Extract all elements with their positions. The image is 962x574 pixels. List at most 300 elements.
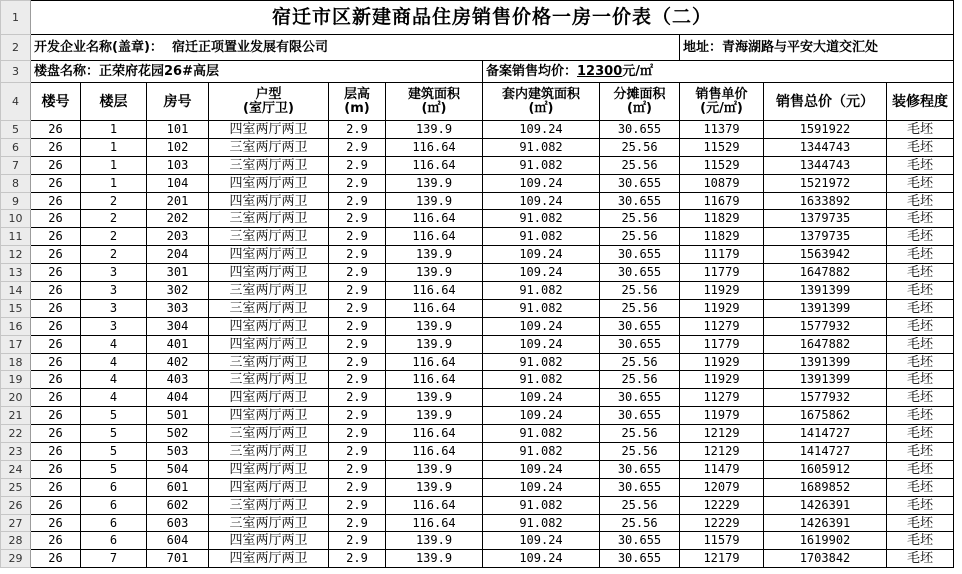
cell-floor[interactable]: 1: [81, 121, 147, 139]
cell-net-area[interactable]: 109.24: [483, 460, 600, 478]
cell-shared-area[interactable]: 30.655: [600, 389, 680, 407]
cell-shared-area[interactable]: 30.655: [600, 317, 680, 335]
row-number[interactable]: 10: [1, 210, 31, 228]
cell-layout[interactable]: 四室两厅两卫: [209, 407, 329, 425]
cell-shared-area[interactable]: 30.655: [600, 532, 680, 550]
cell-shared-area[interactable]: 25.56: [600, 282, 680, 300]
cell-total-price[interactable]: 1647882: [764, 264, 887, 282]
header-shared-area[interactable]: [600, 83, 680, 121]
row-number[interactable]: 29: [1, 550, 31, 568]
cell-net-area[interactable]: 109.24: [483, 121, 600, 139]
cell-gross-area[interactable]: 139.9: [386, 389, 483, 407]
cell-room[interactable]: 303: [147, 299, 209, 317]
cell-shared-area[interactable]: 30.655: [600, 121, 680, 139]
cell-height[interactable]: 2.9: [329, 407, 386, 425]
cell-floor[interactable]: 1: [81, 138, 147, 156]
row-number[interactable]: 18: [1, 353, 31, 371]
cell-height[interactable]: 2.9: [329, 156, 386, 174]
cell-total-price[interactable]: 1675862: [764, 407, 887, 425]
cell-height[interactable]: 2.9: [329, 371, 386, 389]
row-number[interactable]: 23: [1, 443, 31, 461]
cell-decoration[interactable]: 毛坯: [887, 478, 954, 496]
cell-total-price[interactable]: 1703842: [764, 550, 887, 568]
cell-net-area[interactable]: 91.082: [483, 353, 600, 371]
cell-net-area[interactable]: 109.24: [483, 317, 600, 335]
cell-net-area[interactable]: 109.24: [483, 174, 600, 192]
cell-shared-area[interactable]: 30.655: [600, 478, 680, 496]
cell-gross-area[interactable]: 139.9: [386, 550, 483, 568]
header-decoration[interactable]: [887, 83, 954, 121]
cell-unit-price[interactable]: 12079: [680, 478, 764, 496]
cell-unit-price[interactable]: 11179: [680, 246, 764, 264]
cell-layout[interactable]: 四室两厅两卫: [209, 532, 329, 550]
cell-unit-price[interactable]: 11529: [680, 138, 764, 156]
cell-net-area[interactable]: 109.24: [483, 550, 600, 568]
cell-building[interactable]: 26: [31, 371, 81, 389]
cell-total-price[interactable]: 1426391: [764, 514, 887, 532]
cell-total-price[interactable]: 1391399: [764, 353, 887, 371]
cell-decoration[interactable]: 毛坯: [887, 460, 954, 478]
cell-building[interactable]: 26: [31, 192, 81, 210]
cell-shared-area[interactable]: 25.56: [600, 210, 680, 228]
cell-unit-price[interactable]: 11279: [680, 389, 764, 407]
cell-layout[interactable]: 四室两厅两卫: [209, 478, 329, 496]
row-number[interactable]: 27: [1, 514, 31, 532]
cell-floor[interactable]: 4: [81, 389, 147, 407]
cell-decoration[interactable]: 毛坯: [887, 138, 954, 156]
cell-building[interactable]: 26: [31, 460, 81, 478]
cell-room[interactable]: 304: [147, 317, 209, 335]
cell-room[interactable]: 101: [147, 121, 209, 139]
cell-decoration[interactable]: 毛坯: [887, 425, 954, 443]
cell-unit-price[interactable]: 11679: [680, 192, 764, 210]
row-number[interactable]: 15: [1, 299, 31, 317]
cell-room[interactable]: 502: [147, 425, 209, 443]
header-total-price[interactable]: [764, 83, 887, 121]
cell-building[interactable]: 26: [31, 389, 81, 407]
cell-decoration[interactable]: 毛坯: [887, 264, 954, 282]
cell-net-area[interactable]: 91.082: [483, 228, 600, 246]
cell-total-price[interactable]: 1414727: [764, 425, 887, 443]
cell-decoration[interactable]: 毛坯: [887, 371, 954, 389]
row-number[interactable]: 6: [1, 138, 31, 156]
cell-height[interactable]: 2.9: [329, 317, 386, 335]
cell-total-price[interactable]: 1577932: [764, 317, 887, 335]
cell-building[interactable]: 26: [31, 478, 81, 496]
cell-gross-area[interactable]: 139.9: [386, 174, 483, 192]
cell-gross-area[interactable]: 116.64: [386, 443, 483, 461]
cell-gross-area[interactable]: 139.9: [386, 478, 483, 496]
cell-floor[interactable]: 3: [81, 282, 147, 300]
cell-height[interactable]: 2.9: [329, 389, 386, 407]
cell-height[interactable]: 2.9: [329, 478, 386, 496]
cell-height[interactable]: 2.9: [329, 496, 386, 514]
cell-net-area[interactable]: 109.24: [483, 389, 600, 407]
row-number[interactable]: 19: [1, 371, 31, 389]
cell-room[interactable]: 602: [147, 496, 209, 514]
cell-height[interactable]: 2.9: [329, 246, 386, 264]
cell-height[interactable]: 2.9: [329, 514, 386, 532]
cell-room[interactable]: 501: [147, 407, 209, 425]
row-number[interactable]: 14: [1, 282, 31, 300]
cell-unit-price[interactable]: 11579: [680, 532, 764, 550]
cell-decoration[interactable]: 毛坯: [887, 228, 954, 246]
cell-height[interactable]: 2.9: [329, 550, 386, 568]
header-gross-area[interactable]: [386, 83, 483, 121]
cell-height[interactable]: 2.9: [329, 335, 386, 353]
cell-decoration[interactable]: 毛坯: [887, 299, 954, 317]
row-number[interactable]: 20: [1, 389, 31, 407]
cell-unit-price[interactable]: 11379: [680, 121, 764, 139]
cell-layout[interactable]: 四室两厅两卫: [209, 246, 329, 264]
cell-gross-area[interactable]: 139.9: [386, 317, 483, 335]
cell-room[interactable]: 204: [147, 246, 209, 264]
cell-floor[interactable]: 1: [81, 156, 147, 174]
cell-total-price[interactable]: 1521972: [764, 174, 887, 192]
header-net-area[interactable]: [483, 83, 600, 121]
cell-room[interactable]: 203: [147, 228, 209, 246]
row-number[interactable]: 1: [1, 1, 31, 35]
cell-building[interactable]: 26: [31, 210, 81, 228]
cell-gross-area[interactable]: 116.64: [386, 496, 483, 514]
cell-floor[interactable]: 5: [81, 425, 147, 443]
cell-net-area[interactable]: 91.082: [483, 514, 600, 532]
cell-building[interactable]: 26: [31, 228, 81, 246]
cell-net-area[interactable]: 109.24: [483, 532, 600, 550]
cell-unit-price[interactable]: 12129: [680, 443, 764, 461]
cell-decoration[interactable]: 毛坯: [887, 282, 954, 300]
cell-shared-area[interactable]: 25.56: [600, 371, 680, 389]
cell-net-area[interactable]: 91.082: [483, 371, 600, 389]
cell-room[interactable]: 603: [147, 514, 209, 532]
cell-net-area[interactable]: 91.082: [483, 496, 600, 514]
cell-room[interactable]: 604: [147, 532, 209, 550]
cell-layout[interactable]: 三室两厅两卫: [209, 156, 329, 174]
cell-gross-area[interactable]: 116.64: [386, 425, 483, 443]
cell-building[interactable]: 26: [31, 443, 81, 461]
header-room[interactable]: [147, 83, 209, 121]
cell-building[interactable]: 26: [31, 264, 81, 282]
cell-unit-price[interactable]: 12129: [680, 425, 764, 443]
cell-layout[interactable]: 三室两厅两卫: [209, 228, 329, 246]
cell-unit-price[interactable]: 10879: [680, 174, 764, 192]
cell-decoration[interactable]: 毛坯: [887, 121, 954, 139]
cell-unit-price[interactable]: 11779: [680, 264, 764, 282]
cell-room[interactable]: 504: [147, 460, 209, 478]
header-height[interactable]: [329, 83, 386, 121]
row-number[interactable]: 24: [1, 460, 31, 478]
cell-layout[interactable]: 四室两厅两卫: [209, 335, 329, 353]
cell-decoration[interactable]: 毛坯: [887, 317, 954, 335]
row-number[interactable]: 5: [1, 121, 31, 139]
row-number[interactable]: 7: [1, 156, 31, 174]
cell-floor[interactable]: 2: [81, 192, 147, 210]
cell-floor[interactable]: 5: [81, 407, 147, 425]
cell-net-area[interactable]: 91.082: [483, 299, 600, 317]
cell-layout[interactable]: 三室两厅两卫: [209, 496, 329, 514]
cell-net-area[interactable]: 91.082: [483, 443, 600, 461]
cell-net-area[interactable]: 109.24: [483, 335, 600, 353]
cell-gross-area[interactable]: 139.9: [386, 335, 483, 353]
cell-layout[interactable]: 四室两厅两卫: [209, 264, 329, 282]
cell-layout[interactable]: 三室两厅两卫: [209, 138, 329, 156]
cell-total-price[interactable]: 1689852: [764, 478, 887, 496]
cell-building[interactable]: 26: [31, 138, 81, 156]
cell-unit-price[interactable]: 11779: [680, 335, 764, 353]
row-number[interactable]: 3: [1, 61, 31, 83]
cell-floor[interactable]: 2: [81, 210, 147, 228]
cell-unit-price[interactable]: 12229: [680, 496, 764, 514]
cell-layout[interactable]: 三室两厅两卫: [209, 443, 329, 461]
cell-floor[interactable]: 7: [81, 550, 147, 568]
cell-net-area[interactable]: 109.24: [483, 246, 600, 264]
cell-gross-area[interactable]: 116.64: [386, 156, 483, 174]
row-number[interactable]: 16: [1, 317, 31, 335]
cell-unit-price[interactable]: 11829: [680, 210, 764, 228]
cell-shared-area[interactable]: 25.56: [600, 228, 680, 246]
cell-shared-area[interactable]: 30.655: [600, 174, 680, 192]
cell-gross-area[interactable]: 139.9: [386, 121, 483, 139]
cell-net-area[interactable]: 91.082: [483, 282, 600, 300]
row-number[interactable]: 17: [1, 335, 31, 353]
cell-gross-area[interactable]: 139.9: [386, 460, 483, 478]
cell-layout[interactable]: 三室两厅两卫: [209, 210, 329, 228]
cell-gross-area[interactable]: 139.9: [386, 192, 483, 210]
cell-gross-area[interactable]: 116.64: [386, 210, 483, 228]
cell-shared-area[interactable]: 25.56: [600, 514, 680, 532]
row-number[interactable]: 22: [1, 425, 31, 443]
cell-shared-area[interactable]: 30.655: [600, 246, 680, 264]
cell-height[interactable]: 2.9: [329, 443, 386, 461]
cell-unit-price[interactable]: 11929: [680, 353, 764, 371]
cell-floor[interactable]: 2: [81, 228, 147, 246]
cell-room[interactable]: 102: [147, 138, 209, 156]
cell-room[interactable]: 401: [147, 335, 209, 353]
cell-decoration[interactable]: 毛坯: [887, 353, 954, 371]
cell-shared-area[interactable]: 25.56: [600, 156, 680, 174]
cell-unit-price[interactable]: 11929: [680, 282, 764, 300]
cell-net-area[interactable]: 109.24: [483, 407, 600, 425]
cell-decoration[interactable]: 毛坯: [887, 174, 954, 192]
cell-total-price[interactable]: 1633892: [764, 192, 887, 210]
cell-shared-area[interactable]: 30.655: [600, 550, 680, 568]
row-number[interactable]: 2: [1, 35, 31, 61]
cell-unit-price[interactable]: 11279: [680, 317, 764, 335]
cell-room[interactable]: 301: [147, 264, 209, 282]
cell-total-price[interactable]: 1591922: [764, 121, 887, 139]
cell-building[interactable]: 26: [31, 174, 81, 192]
cell-decoration[interactable]: 毛坯: [887, 246, 954, 264]
cell-floor[interactable]: 6: [81, 478, 147, 496]
row-number[interactable]: 4: [1, 83, 31, 121]
cell-room[interactable]: 103: [147, 156, 209, 174]
cell-floor[interactable]: 3: [81, 299, 147, 317]
cell-net-area[interactable]: 109.24: [483, 192, 600, 210]
cell-decoration[interactable]: 毛坯: [887, 514, 954, 532]
address-cell[interactable]: 地址：青海湖路与平安大道交汇处: [680, 35, 954, 61]
cell-total-price[interactable]: 1563942: [764, 246, 887, 264]
cell-height[interactable]: 2.9: [329, 121, 386, 139]
cell-gross-area[interactable]: 139.9: [386, 407, 483, 425]
cell-unit-price[interactable]: 12179: [680, 550, 764, 568]
cell-floor[interactable]: 1: [81, 174, 147, 192]
cell-decoration[interactable]: 毛坯: [887, 156, 954, 174]
cell-unit-price[interactable]: 11829: [680, 228, 764, 246]
cell-unit-price[interactable]: 12229: [680, 514, 764, 532]
cell-unit-price[interactable]: 11929: [680, 371, 764, 389]
cell-building[interactable]: 26: [31, 282, 81, 300]
cell-net-area[interactable]: 109.24: [483, 264, 600, 282]
cell-decoration[interactable]: 毛坯: [887, 550, 954, 568]
cell-height[interactable]: 2.9: [329, 425, 386, 443]
cell-unit-price[interactable]: 11979: [680, 407, 764, 425]
cell-total-price[interactable]: 1647882: [764, 335, 887, 353]
cell-building[interactable]: 26: [31, 496, 81, 514]
cell-gross-area[interactable]: 116.64: [386, 138, 483, 156]
cell-shared-area[interactable]: 25.56: [600, 138, 680, 156]
cell-height[interactable]: 2.9: [329, 460, 386, 478]
cell-layout[interactable]: 三室两厅两卫: [209, 371, 329, 389]
sheet-title[interactable]: 宿迁市区新建商品住房销售价格一房一价表（二）: [31, 1, 954, 35]
cell-layout[interactable]: 四室两厅两卫: [209, 389, 329, 407]
cell-shared-area[interactable]: 25.56: [600, 299, 680, 317]
cell-floor[interactable]: 2: [81, 246, 147, 264]
cell-shared-area[interactable]: 30.655: [600, 460, 680, 478]
row-number[interactable]: 12: [1, 246, 31, 264]
cell-floor[interactable]: 5: [81, 443, 147, 461]
cell-net-area[interactable]: 91.082: [483, 156, 600, 174]
cell-net-area[interactable]: 109.24: [483, 478, 600, 496]
cell-total-price[interactable]: 1344743: [764, 138, 887, 156]
cell-building[interactable]: 26: [31, 299, 81, 317]
cell-decoration[interactable]: 毛坯: [887, 335, 954, 353]
cell-layout[interactable]: 四室两厅两卫: [209, 460, 329, 478]
cell-layout[interactable]: 三室两厅两卫: [209, 353, 329, 371]
cell-shared-area[interactable]: 25.56: [600, 425, 680, 443]
cell-shared-area[interactable]: 25.56: [600, 353, 680, 371]
cell-room[interactable]: 201: [147, 192, 209, 210]
cell-decoration[interactable]: 毛坯: [887, 496, 954, 514]
cell-floor[interactable]: 6: [81, 514, 147, 532]
cell-floor[interactable]: 5: [81, 460, 147, 478]
cell-total-price[interactable]: 1344743: [764, 156, 887, 174]
cell-net-area[interactable]: 91.082: [483, 210, 600, 228]
cell-gross-area[interactable]: 139.9: [386, 246, 483, 264]
cell-room[interactable]: 104: [147, 174, 209, 192]
cell-gross-area[interactable]: 116.64: [386, 282, 483, 300]
cell-height[interactable]: 2.9: [329, 210, 386, 228]
cell-gross-area[interactable]: 116.64: [386, 228, 483, 246]
cell-layout[interactable]: 四室两厅两卫: [209, 121, 329, 139]
cell-decoration[interactable]: 毛坯: [887, 443, 954, 461]
cell-floor[interactable]: 4: [81, 353, 147, 371]
row-number[interactable]: 26: [1, 496, 31, 514]
cell-building[interactable]: 26: [31, 550, 81, 568]
row-number[interactable]: 21: [1, 407, 31, 425]
cell-total-price[interactable]: 1391399: [764, 299, 887, 317]
cell-total-price[interactable]: 1379735: [764, 228, 887, 246]
row-number[interactable]: 11: [1, 228, 31, 246]
cell-total-price[interactable]: 1619902: [764, 532, 887, 550]
cell-height[interactable]: 2.9: [329, 264, 386, 282]
cell-decoration[interactable]: 毛坯: [887, 389, 954, 407]
cell-height[interactable]: 2.9: [329, 532, 386, 550]
header-building[interactable]: [31, 83, 81, 121]
header-floor[interactable]: [81, 83, 147, 121]
avg-price-cell[interactable]: [483, 61, 954, 83]
cell-floor[interactable]: 6: [81, 496, 147, 514]
cell-height[interactable]: 2.9: [329, 228, 386, 246]
project-cell[interactable]: 楼盘名称：正荣府花园26#高层: [31, 61, 483, 83]
cell-gross-area[interactable]: 116.64: [386, 353, 483, 371]
cell-height[interactable]: 2.9: [329, 192, 386, 210]
cell-layout[interactable]: 三室两厅两卫: [209, 299, 329, 317]
cell-decoration[interactable]: 毛坯: [887, 210, 954, 228]
cell-gross-area[interactable]: 139.9: [386, 532, 483, 550]
cell-decoration[interactable]: 毛坯: [887, 532, 954, 550]
cell-layout[interactable]: 四室两厅两卫: [209, 192, 329, 210]
row-number[interactable]: 28: [1, 532, 31, 550]
cell-height[interactable]: 2.9: [329, 353, 386, 371]
cell-gross-area[interactable]: 116.64: [386, 514, 483, 532]
cell-shared-area[interactable]: 25.56: [600, 443, 680, 461]
cell-shared-area[interactable]: 25.56: [600, 496, 680, 514]
cell-room[interactable]: 404: [147, 389, 209, 407]
header-layout[interactable]: [209, 83, 329, 121]
cell-building[interactable]: 26: [31, 532, 81, 550]
row-number[interactable]: 8: [1, 174, 31, 192]
developer-cell[interactable]: [31, 35, 680, 61]
cell-total-price[interactable]: 1577932: [764, 389, 887, 407]
cell-height[interactable]: 2.9: [329, 138, 386, 156]
cell-room[interactable]: 701: [147, 550, 209, 568]
cell-layout[interactable]: 三室两厅两卫: [209, 282, 329, 300]
cell-floor[interactable]: 3: [81, 264, 147, 282]
row-number[interactable]: 9: [1, 192, 31, 210]
cell-shared-area[interactable]: 30.655: [600, 335, 680, 353]
cell-floor[interactable]: 4: [81, 371, 147, 389]
cell-room[interactable]: 503: [147, 443, 209, 461]
cell-total-price[interactable]: 1379735: [764, 210, 887, 228]
cell-building[interactable]: 26: [31, 425, 81, 443]
header-unit-price[interactable]: [680, 83, 764, 121]
cell-building[interactable]: 26: [31, 156, 81, 174]
cell-room[interactable]: 402: [147, 353, 209, 371]
cell-room[interactable]: 302: [147, 282, 209, 300]
cell-building[interactable]: 26: [31, 246, 81, 264]
cell-building[interactable]: 26: [31, 335, 81, 353]
row-number[interactable]: 25: [1, 478, 31, 496]
cell-height[interactable]: 2.9: [329, 282, 386, 300]
cell-net-area[interactable]: 91.082: [483, 138, 600, 156]
cell-decoration[interactable]: 毛坯: [887, 407, 954, 425]
cell-shared-area[interactable]: 30.655: [600, 192, 680, 210]
cell-unit-price[interactable]: 11479: [680, 460, 764, 478]
cell-floor[interactable]: 6: [81, 532, 147, 550]
cell-room[interactable]: 403: [147, 371, 209, 389]
cell-building[interactable]: 26: [31, 121, 81, 139]
cell-room[interactable]: 202: [147, 210, 209, 228]
cell-layout[interactable]: 四室两厅两卫: [209, 174, 329, 192]
cell-layout[interactable]: 四室两厅两卫: [209, 550, 329, 568]
cell-net-area[interactable]: 91.082: [483, 425, 600, 443]
cell-height[interactable]: 2.9: [329, 299, 386, 317]
cell-building[interactable]: 26: [31, 317, 81, 335]
cell-layout[interactable]: 三室两厅两卫: [209, 514, 329, 532]
cell-decoration[interactable]: 毛坯: [887, 192, 954, 210]
cell-building[interactable]: 26: [31, 353, 81, 371]
cell-height[interactable]: 2.9: [329, 174, 386, 192]
